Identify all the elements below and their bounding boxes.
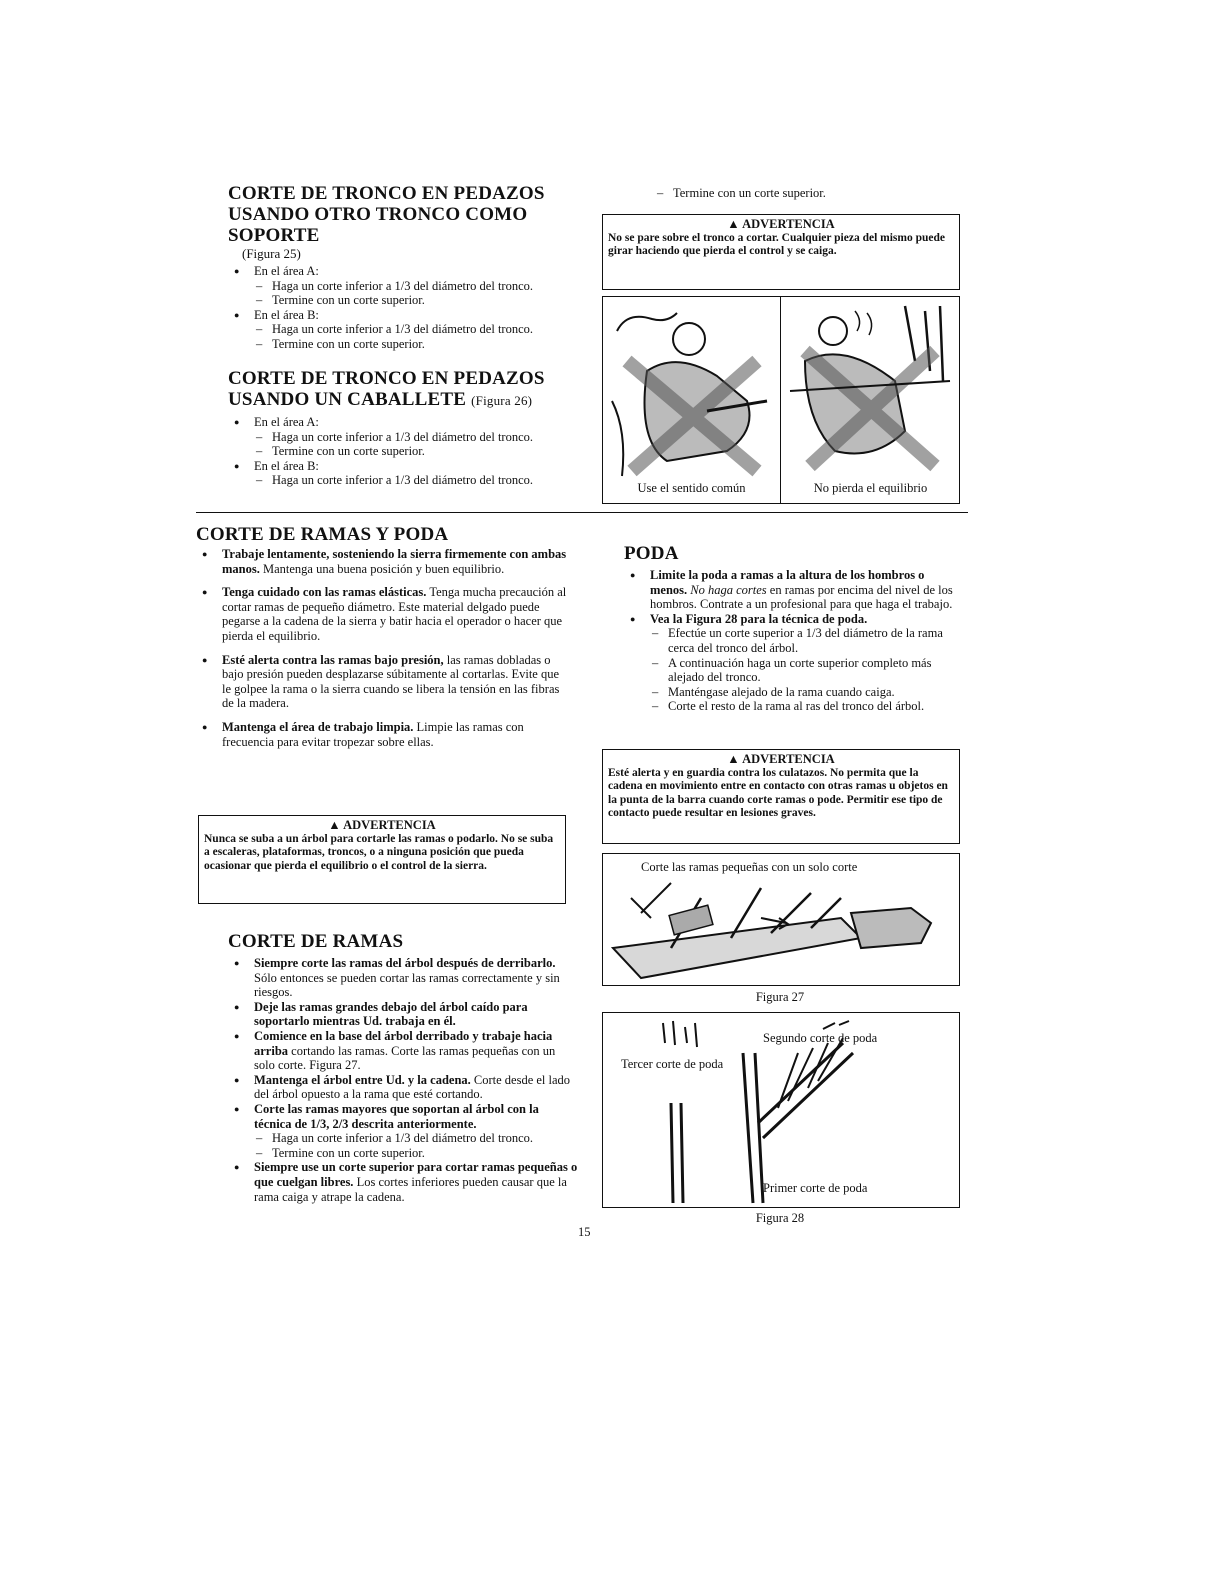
bullet-item: ● Tenga cuidado con las ramas elásticas. Tenga mucha precaución al cortar ramas de pequeño diámetro. Este material delgado puede pegarse a la cadena de la sierra y batir hacia el operador o hacer que pierda el equilibrio.	[196, 585, 570, 643]
list-item: – Haga un corte inferior a 1/3 del diámetro del tronco.	[254, 1131, 578, 1146]
list-item: – Efectúe un corte superior a 1/3 del diámetro de la rama cerca del tronco del árbol.	[650, 626, 964, 655]
warning-box-tronco	[602, 214, 960, 290]
list-item: – Corte el resto de la rama al ras del tronco del árbol.	[650, 699, 964, 714]
list-item: – Termine con un corte superior.	[254, 293, 578, 308]
list-item: – Termine con un corte superior.	[254, 1146, 578, 1161]
section-title: CORTE DE TRONCO EN PEDAZOS USANDO OTRO TRONCO COMO SOPORTE	[228, 183, 545, 246]
bullet-item: ● Corte las ramas mayores que soportan al árbol con la técnica de 1/3, 2/3 descrita anteriormente. – Haga un corte inferior a 1/3 del diámetro del tronco. – Termine con un corte superior.	[228, 1102, 578, 1160]
bullet-item: ● Trabaje lentamente, sosteniendo la sierra firmemente con ambas manos. Mantenga una buena posición y buen equilibrio.	[196, 547, 570, 576]
warning-title: ▲ ADVERTENCIA	[727, 752, 835, 766]
figure-label-third-cut: Tercer corte de poda	[621, 1057, 724, 1071]
bullet-area-a: ● En el área A: – Haga un corte inferior a 1/3 del diámetro del tronco. – Termine con un corte superior.	[228, 264, 578, 308]
figure-label-second-cut: Segundo corte de poda	[763, 1031, 878, 1045]
list-item: – Termine con un corte superior.	[254, 444, 578, 459]
list-item: – A continuación haga un corte superior completo más alejado del tronco.	[650, 656, 964, 685]
section-title: CORTE DE TRONCO EN PEDAZOS USANDO UN CABALLETE (Figura 26)	[228, 368, 545, 410]
common-sense-illustration	[607, 301, 775, 479]
bullet-item: ● Deje las ramas grandes debajo del árbol caído para soportarlo mientras Ud. trabaja en él.	[228, 1000, 578, 1029]
bullet-item: ● Vea la Figura 28 para la técnica de poda. – Efectúe un corte superior a 1/3 del diámetro de la rama cerca del tronco del árbol. – A continuación haga un corte superior completo más alejado del tronco. – Manténgase alejado de la rama cuando caiga. – Corte el resto de la rama al ras del tronco del árbol.	[624, 612, 964, 714]
bullet-item: ● Mantenga el árbol entre Ud. y la cadena. Corte desde el lado del árbol opuesto a la rama que esté cortando.	[228, 1073, 578, 1102]
page-number: 15	[578, 1225, 591, 1239]
list-item: – Termine con un corte superior.	[254, 337, 578, 352]
figure-27	[602, 853, 960, 986]
bullet-item: ● Limite la poda a ramas a la altura de los hombros o menos. No haga cortes en ramas por encima del nivel de los hombros. Contrate a un profesional para que haga el trabajo.	[624, 568, 964, 612]
warning-text: Nunca se suba a un árbol para cortarle las ramas o podarlo. No se suba a escaleras, plataformas, troncos, o a ninguna posición que pueda ocasionar que pierda el equilibrio o el control de la sierra.	[204, 832, 554, 872]
balance-illustration	[785, 301, 955, 479]
section-title: CORTE DE RAMAS Y PODA	[196, 524, 449, 545]
figure-reference: (Figura 25)	[242, 246, 301, 261]
section-corte-caballete	[228, 368, 578, 488]
figure-label-first-cut: Primer corte de poda	[763, 1181, 868, 1195]
figure-caption: Figura 27	[755, 990, 805, 1004]
warning-box-culatazos	[602, 749, 960, 844]
bullet-area-b: ● En el área B: – Haga un corte inferior a 1/3 del diámetro del tronco. – Termine con un corte superior.	[228, 308, 578, 352]
list-item: – Haga un corte inferior a 1/3 del diámetro del tronco.	[254, 430, 578, 445]
section-corte-ramas-poda	[196, 524, 570, 749]
figure-caption: Figura 28	[755, 1211, 805, 1225]
limbing-illustration	[611, 878, 951, 982]
figure-label: Corte las ramas pequeñas con un solo corte	[641, 860, 858, 874]
section-title: CORTE DE RAMAS	[228, 931, 404, 952]
section-corte-ramas	[228, 931, 578, 1204]
list-item: – Haga un corte inferior a 1/3 del diámetro del tronco.	[254, 322, 578, 337]
list-item: – Haga un corte inferior a 1/3 del diámetro del tronco.	[254, 279, 578, 294]
bullet-area-b: ● En el área B: – Haga un corte inferior a 1/3 del diámetro del tronco.	[228, 459, 578, 488]
bullet-item: ● Siempre corte las ramas del árbol después de derribarlo. Sólo entonces se pueden cortar las ramas correctamente y sin riesgos.	[228, 956, 578, 1000]
warning-title: ▲ ADVERTENCIA	[727, 217, 835, 231]
list-item: – Termine con un corte superior.	[655, 186, 955, 201]
warning-triangle-icon: ▲	[328, 818, 341, 832]
figure-28	[602, 1012, 960, 1208]
bullet-item: ● Mantenga el área de trabajo limpia. Limpie las ramas con frecuencia para evitar tropezar sobre ellas.	[196, 720, 570, 749]
warning-title: ▲ ADVERTENCIA	[328, 818, 436, 832]
caption-balance: No pierda el equilibrio	[813, 481, 928, 495]
warning-triangle-icon: ▲	[727, 752, 740, 766]
warning-text: No se pare sobre el tronco a cortar. Cualquier pieza del mismo puede girar haciendo que pierda el control y se caiga.	[608, 231, 945, 258]
warning-box-arbol	[198, 815, 566, 904]
warning-text: Esté alerta y en guardia contra los culatazos. No permita que la cadena en movimiento entre en contacto con otras ramas u objetos en la punta de la barra cuando corte ramas o pode. Permitir ese tipo de contacto puede resultar en lesiones graves.	[608, 766, 948, 820]
bullet-area-a: ● En el área A: – Haga un corte inferior a 1/3 del diámetro del tronco. – Termine con un corte superior.	[228, 415, 578, 459]
section-divider	[196, 512, 968, 513]
bullet-item: ● Comience en la base del árbol derribado y trabaje hacia arriba cortando las ramas. Corte las ramas pequeñas con un solo corte. Figura 27.	[228, 1029, 578, 1073]
list-item: – Manténgase alejado de la rama cuando caiga.	[650, 685, 964, 700]
warning-triangle-icon: ▲	[727, 217, 740, 231]
section-poda	[624, 543, 964, 714]
bullet-item: ● Siempre use un corte superior para cortar ramas pequeñas o que cuelgan libres. Los cortes inferiores pueden causar que la rama caiga y atrape la cadena.	[228, 1160, 578, 1204]
section-title: PODA	[624, 543, 679, 564]
caption-common-sense: Use el sentido común	[637, 481, 746, 495]
list-item: – Haga un corte inferior a 1/3 del diámetro del tronco.	[254, 473, 578, 488]
bullet-item: ● Esté alerta contra las ramas bajo presión, las ramas dobladas o bajo presión pueden desplazarse súbitamente al cortarlas. Evite que le golpee la rama o la sierra cuando se libera la tensión en las fibras de la madera.	[196, 653, 570, 711]
section-corte-otro-tronco	[228, 183, 578, 352]
continued-item	[655, 186, 955, 201]
safety-illustration-panel	[602, 296, 960, 504]
